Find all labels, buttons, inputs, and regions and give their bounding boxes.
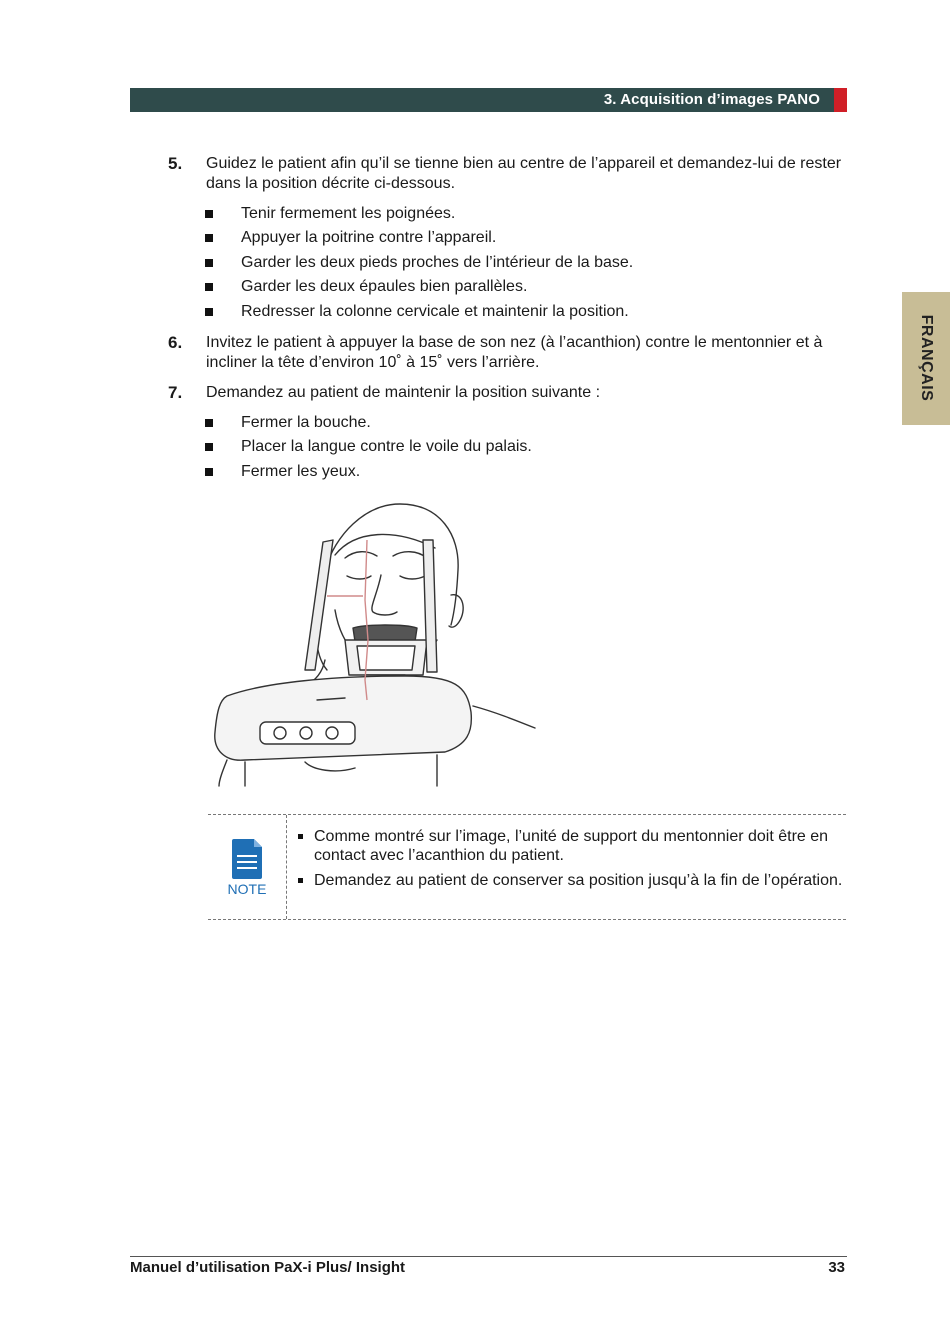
step-number: 5.	[168, 154, 183, 173]
header-accent	[834, 88, 847, 112]
step-text: Demandez au patient de maintenir la position suivante :	[206, 384, 601, 401]
bullet-square-icon	[205, 443, 213, 451]
step-text: Guidez le patient afin qu’il se tienne bien au centre de l’appareil et demandez-lui de rester dans la position décrite ci-dessous.	[206, 155, 842, 192]
bullet-square-icon	[205, 419, 213, 427]
bullet-square-icon	[205, 308, 213, 316]
step-number: 6.	[168, 333, 183, 352]
bullet-square-icon	[205, 234, 213, 242]
bullet-square-icon	[298, 878, 303, 883]
footer-divider	[130, 1256, 847, 1257]
bullet-square-icon	[298, 834, 303, 839]
language-tab-label: FRANÇAIS	[918, 314, 935, 402]
bullet-square-icon	[205, 210, 213, 218]
note-document-icon	[230, 837, 264, 881]
page-number: 33	[828, 1259, 845, 1276]
section-title: 3. Acquisition d’images PANO	[603, 91, 820, 108]
bullet-square-icon	[205, 283, 213, 291]
footer-title: Manuel d’utilisation PaX-i Plus/ Insight	[130, 1259, 406, 1276]
step-number: 7.	[168, 383, 183, 402]
step-text: Invitez le patient à appuyer la base de son nez (à l’acanthion) contre le mentonnier et à incliner la tête d’environ 10˚ à 15˚ vers l’arrière.	[206, 334, 823, 371]
note-box: NOTE Comme montré sur l’image, l’unité de support du mentonnier doit être en contact avec l’acanthion du patient. Demandez au patient de conserver sa position jusqu’à la fin de l’opération.	[208, 814, 846, 920]
bullet-square-icon	[205, 468, 213, 476]
patient-positioning-illustration	[205, 500, 545, 790]
bullet-square-icon	[205, 259, 213, 267]
note-label: NOTE	[227, 881, 267, 897]
note-divider	[286, 815, 287, 919]
